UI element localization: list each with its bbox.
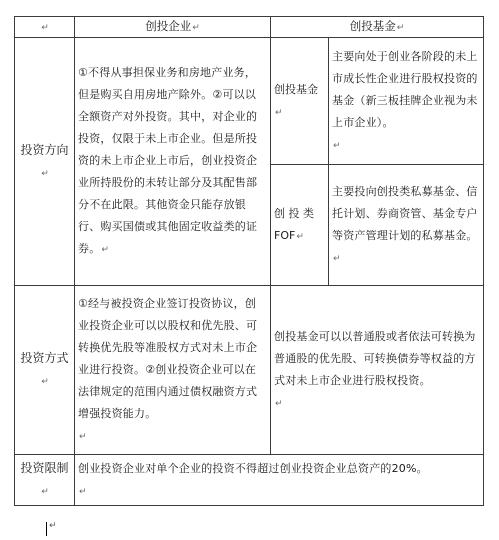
comparison-table — [14, 16, 484, 506]
method-fund-cell: 创投基金可以以普通股或者依法可转换为普通股的优先股、可转换债券等权益的方式对未上市企业进行股权投资。 ↵ — [271, 286, 484, 455]
fund-sublabel: 创投基金↵ — [271, 38, 329, 165]
direction-enterprise-cell — [75, 38, 271, 286]
text-cursor[interactable] — [46, 522, 47, 536]
table-row-limit — [15, 455, 484, 506]
paragraph-mark: ↵ — [49, 521, 57, 531]
row-label-limit: 投资限制↵ — [15, 455, 75, 506]
table-header-row — [15, 17, 484, 38]
header-enterprise: 创投企业↵ — [75, 17, 271, 38]
fund-direction-cell: 主要向处于创业各阶段的未上市成长性企业进行股权投资的基金（新三板挂牌企业视为未上市企业）。 ↵ — [329, 38, 484, 165]
fof-sublabel: 创 投 类 FOF↵ — [271, 165, 329, 286]
header-fund: 创投基金↵ — [271, 17, 484, 38]
method-enterprise-cell: ①经与被投资企业签订投资协议，创业投资企业可以以股权和优先股、可转换优先股等准股权方式对未上市企业进行投资。②创业投资企业可以在法律规定的范围内通过债权融资方式增强投资能力。 ↵ — [75, 286, 271, 455]
table-row-direction-a — [15, 38, 484, 165]
limit-cell: 创业投资企业对单个企业的投资不得超过创业投资企业总资产的20%。 ↵ — [75, 455, 484, 506]
header-blank-cell: ↵ — [15, 17, 75, 38]
row-label-method: 投资方式↵ — [15, 286, 75, 455]
direction-enterprise-text: ①不得从事担保业务和房地产业务，但是购买自用房地产除外。②可以以全额资产对外投资。其中，对企业的投资，仅限于未上市企业。但是所投资的未上市企业上市后，创业投资企业所持股份的未转让部分及其配售部分不在此限。其他资金只能存放银行、购买国债或其他固定收益类的证券。↵ — [78, 66, 258, 255]
table-row-method — [15, 286, 484, 455]
row-label-direction: 投资方向↵ — [15, 38, 75, 286]
fof-direction-cell: 主要投向创投类私募基金、信托计划、券商资管、基金专户等资产管理计划的私募基金。 ↵ — [329, 165, 484, 286]
